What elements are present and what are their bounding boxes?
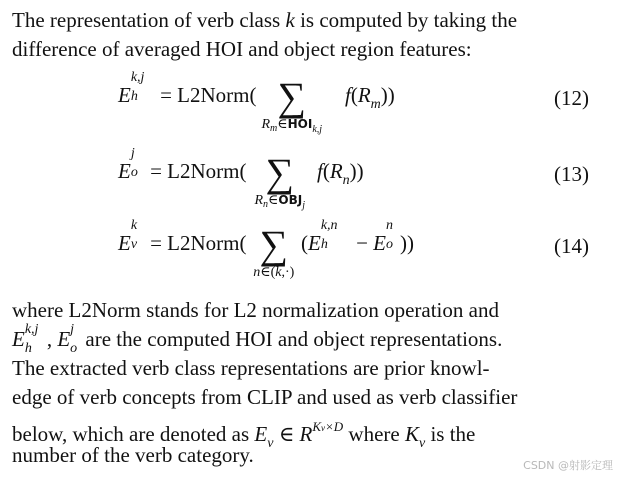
equation-12-body: E k,j h = L2Norm( ∑ $R_m\in HOI_{k,j}$ $f(R_m)$): [118, 69, 395, 135]
equation-14: [0, 216, 619, 284]
intro-line-2: difference of averaged HOI and object region features:: [12, 37, 472, 61]
eq13-sum-subscript: $R_n\in OBJ_j$: [254, 193, 306, 211]
outro-line-5-text-a: below, which are denoted as: [12, 422, 250, 446]
eq14-lhs-scripts: k v: [130, 217, 138, 252]
equation-13: [0, 145, 619, 216]
outro-paragraph: [12, 296, 608, 470]
outro-line-2-text: are the computed HOI and object representations.: [85, 327, 503, 351]
eq12-term: f: [345, 82, 351, 107]
equation-13-body: E j o = L2Norm( ∑ $R_n\in OBJ_j$ $f(R_n)$): [118, 145, 364, 211]
eq12-lhs: E: [118, 82, 131, 107]
watermark-text: CSDN @射影定理: [523, 459, 613, 472]
equation-14-body: E k v = L2Norm( ∑ n∈(k,·) (E k,n h − E n o )): [118, 217, 414, 280]
eq12-lhs-scripts: k,j h: [130, 69, 145, 104]
equation-14-number: (14): [554, 234, 589, 258]
eq14-summation: [252, 222, 296, 280]
intro-line-1: The representation of verb class k is computed by taking the: [12, 8, 518, 32]
eq12-sum-subscript: $R_m\in HOI_{k,j}$: [261, 117, 323, 135]
equation-12: [0, 69, 619, 140]
eq14-sum-subscript: n∈(k,·): [253, 265, 295, 280]
equation-12-number: (12): [554, 86, 589, 110]
eq12-operator: = L2Norm(: [160, 82, 257, 107]
equation-13-number: (13): [554, 162, 589, 186]
eq12-summation: [261, 74, 323, 135]
eq13-lhs: E: [118, 158, 131, 183]
eq13-summation: [252, 150, 308, 211]
eq13-sum-symbol: ∑: [265, 150, 294, 195]
eq13-lhs-scripts: j o: [130, 145, 138, 180]
outro-line-5: below, which are denoted as $E_v$ ∈ $R^{Kv\times D}$ where $K_v$ is the: [12, 419, 476, 451]
outro-line-3: The extracted verb class representations are prior knowl-: [12, 356, 490, 380]
eq12-sum-symbol: ∑: [277, 74, 306, 119]
eq13-term: f: [317, 158, 323, 183]
intro-paragraph: [12, 6, 608, 64]
eq14-lhs: E: [118, 230, 131, 255]
outro-line-6: number of the verb category.: [12, 443, 254, 467]
outro-line-2: E k,j h , E j o are the computed HOI and object representations.: [12, 322, 503, 356]
outro-line-4: edge of verb concepts from CLIP and used as verb classifier: [12, 385, 518, 409]
outro-line-1: where L2Norm stands for L2 normalization operation and: [12, 298, 499, 322]
eq14-operator: = L2Norm(: [150, 230, 247, 255]
eq13-operator: = L2Norm(: [150, 158, 247, 183]
eq14-sum-symbol: ∑: [259, 222, 288, 267]
